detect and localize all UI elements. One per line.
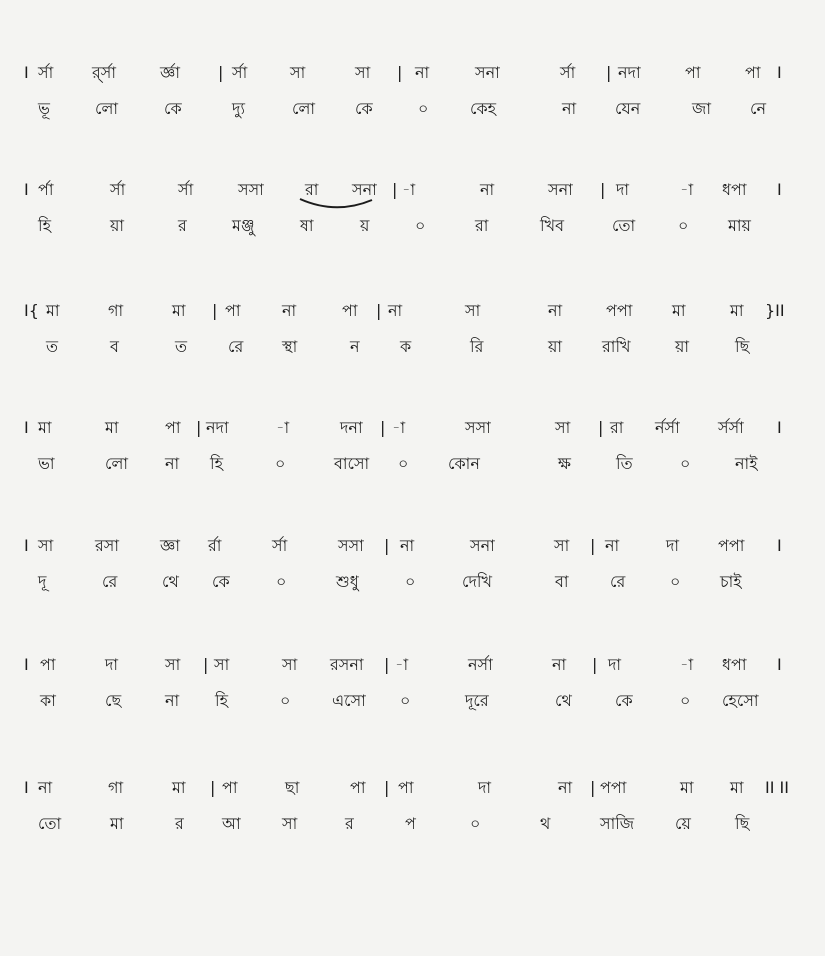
notation-system: [0, 531, 825, 611]
note: দা: [478, 778, 492, 797]
note: পা: [745, 63, 761, 82]
note: মা: [46, 301, 60, 320]
note: না: [415, 63, 430, 82]
lyric-syllable: ০: [400, 691, 411, 710]
lyric-syllable: নাই: [735, 454, 758, 473]
lyric-syllable: ছি: [735, 814, 750, 833]
swara-line: [0, 531, 825, 565]
lyric-syllable: ক: [400, 337, 412, 356]
note: ধপা: [722, 180, 747, 199]
swara-line: [0, 58, 825, 92]
barline: |: [384, 536, 390, 555]
lyric-syllable: ০: [418, 99, 429, 118]
lyric-syllable: আ: [222, 814, 241, 833]
note: সা: [165, 655, 181, 674]
note: রা: [305, 180, 319, 199]
note: পা: [165, 418, 181, 437]
lyric-line: [0, 449, 825, 483]
lyric-syllable: খিব: [540, 216, 564, 235]
lyric-syllable: জা: [692, 99, 711, 118]
lyric-syllable: তো: [38, 814, 62, 833]
lyric-syllable: না: [165, 691, 180, 710]
lyric-syllable: রা: [475, 216, 489, 235]
barline: |: [397, 63, 403, 82]
note: রসা: [95, 536, 120, 555]
lyric-syllable: কোন: [448, 454, 480, 473]
note: সা: [555, 418, 571, 437]
lyric-syllable: রে: [102, 572, 118, 591]
lyric-syllable: বাসো: [334, 454, 370, 473]
barline: |: [212, 301, 218, 320]
note: দা: [105, 655, 119, 674]
final-barline: II II: [765, 778, 789, 797]
lyric-syllable: ষা: [300, 216, 314, 235]
notation-system: [0, 296, 825, 376]
note: র্সা: [560, 63, 576, 82]
lyric-syllable: ০: [678, 216, 689, 235]
note: মা: [730, 301, 744, 320]
lyric-syllable: রে: [610, 572, 626, 591]
lyric-syllable: হি: [210, 454, 223, 473]
note: সনা: [548, 180, 573, 199]
bar-end: I: [777, 180, 782, 199]
note: সা: [290, 63, 306, 82]
note: পা: [225, 301, 241, 320]
lyric-syllable: মা: [110, 814, 124, 833]
lyric-syllable: দেখি: [462, 572, 492, 591]
note: না: [38, 778, 53, 797]
lyric-syllable: ছি: [735, 337, 750, 356]
lyric-syllable: ভা: [38, 454, 55, 473]
note: সসা: [238, 180, 264, 199]
note: না: [548, 301, 563, 320]
bar-start: I: [24, 778, 29, 797]
lyric-syllable: শুধু: [336, 572, 359, 591]
note: সা: [38, 536, 54, 555]
note: র্জ্ঞা: [160, 63, 180, 82]
lyric-syllable: এসো: [332, 691, 366, 710]
note: দা: [616, 180, 630, 199]
lyric-syllable: হেসো: [722, 691, 759, 710]
repeat-end: }II: [765, 301, 785, 320]
lyric-syllable: র: [175, 814, 184, 833]
barline: |: [598, 418, 604, 437]
note: পা: [685, 63, 701, 82]
note: মা: [172, 301, 186, 320]
note: না: [388, 301, 403, 320]
lyric-syllable: ০: [280, 691, 291, 710]
lyric-syllable: ব: [110, 337, 119, 356]
lyric-syllable: রি: [470, 337, 484, 356]
note: র্সা: [272, 536, 288, 555]
notation-system: [0, 58, 825, 138]
bar-end: I: [777, 63, 782, 82]
lyric-syllable: ০: [470, 814, 481, 833]
lyric-syllable: লো: [292, 99, 316, 118]
note: নর্সা: [468, 655, 493, 674]
lyric-syllable: ০: [670, 572, 681, 591]
barline: |: [606, 63, 612, 82]
lyric-syllable: কে: [355, 99, 373, 118]
lyric-line: [0, 567, 825, 601]
swara-line: [0, 773, 825, 807]
lyric-syllable: ছে: [105, 691, 122, 710]
lyric-line: [0, 332, 825, 366]
note: র্রা: [208, 536, 222, 555]
lyric-line: [0, 809, 825, 843]
note: দা: [666, 536, 680, 555]
lyric-syllable: দূ: [38, 572, 47, 591]
lyric-syllable: তি: [616, 454, 633, 473]
note: পপা: [606, 301, 633, 320]
note: দনা: [340, 418, 363, 437]
barline: |: [590, 778, 596, 797]
lyric-syllable: মায়: [728, 216, 751, 235]
bar-start: I: [24, 418, 29, 437]
barline: |: [376, 301, 382, 320]
note: মা: [38, 418, 52, 437]
note: সা: [214, 655, 230, 674]
note: না: [480, 180, 495, 199]
barline: |: [592, 655, 598, 674]
lyric-syllable: ত: [175, 337, 188, 356]
note: না: [605, 536, 620, 555]
lyric-syllable: ০: [680, 454, 691, 473]
lyric-syllable: র: [178, 216, 187, 235]
bar-start: I: [24, 63, 29, 82]
note: গা: [108, 301, 124, 320]
bar-end: I: [777, 418, 782, 437]
note: সা: [465, 301, 481, 320]
note: জ্ঞা: [160, 536, 180, 555]
lyric-syllable: প: [405, 814, 416, 833]
note: পা: [398, 778, 414, 797]
note: দা: [608, 655, 622, 674]
note: মা: [105, 418, 119, 437]
barline: |: [203, 655, 209, 674]
note: -া: [395, 655, 409, 674]
note: -া: [680, 655, 694, 674]
lyric-syllable: রাখি: [602, 337, 631, 356]
note: র্সা: [178, 180, 194, 199]
lyric-line: [0, 94, 825, 128]
lyric-syllable: কেহ: [470, 99, 497, 118]
lyric-syllable: ০: [415, 216, 426, 235]
notation-system: [0, 773, 825, 853]
lyric-syllable: দূরে: [465, 691, 489, 710]
note: র্পা: [38, 180, 54, 199]
note: মা: [680, 778, 694, 797]
lyric-syllable: রে: [228, 337, 244, 356]
note: র্সা: [232, 63, 248, 82]
note: -া: [402, 180, 416, 199]
lyric-syllable: কে: [212, 572, 230, 591]
note: গা: [108, 778, 124, 797]
lyric-syllable: কে: [164, 99, 182, 118]
note: সনা: [352, 180, 377, 199]
note: মা: [672, 301, 686, 320]
bar-start: I: [24, 180, 29, 199]
lyric-syllable: থে: [162, 572, 179, 591]
note: সা: [282, 655, 298, 674]
barline: |: [590, 536, 596, 555]
lyric-line: [0, 686, 825, 720]
note: পা: [350, 778, 366, 797]
notation-system: [0, 650, 825, 730]
barline: |: [218, 63, 224, 82]
lyric-syllable: না: [562, 99, 577, 118]
lyric-syllable: সা: [282, 814, 298, 833]
lyric-syllable: বা: [555, 572, 569, 591]
note: পা: [342, 301, 358, 320]
lyric-syllable: য়: [360, 216, 370, 235]
lyric-syllable: তো: [612, 216, 636, 235]
lyric-syllable: না: [165, 454, 180, 473]
lyric-syllable: থে: [555, 691, 572, 710]
notation-system: [0, 413, 825, 493]
swara-line: [0, 296, 825, 330]
lyric-syllable: চাই: [720, 572, 742, 591]
lyric-syllable: ০: [680, 691, 691, 710]
note: মা: [172, 778, 186, 797]
note: র্নর্সা: [655, 418, 680, 437]
swara-line: [0, 413, 825, 447]
note: মা: [730, 778, 744, 797]
slur-mark: [298, 197, 374, 211]
lyric-syllable: ০: [405, 572, 416, 591]
lyric-syllable: ক্ষ: [558, 454, 571, 473]
note: সনা: [470, 536, 495, 555]
note: র্সা: [38, 63, 54, 82]
note: সসা: [465, 418, 491, 437]
note: রা: [610, 418, 624, 437]
note: পপা: [718, 536, 745, 555]
barline: |: [196, 418, 202, 437]
swara-line: [0, 650, 825, 684]
barline: |: [380, 418, 386, 437]
lyric-syllable: নে: [750, 99, 767, 118]
note: না: [558, 778, 573, 797]
note: ছা: [285, 778, 300, 797]
note: রসনা: [330, 655, 364, 674]
lyric-syllable: যেন: [615, 99, 641, 118]
lyric-syllable: দ্যু: [232, 99, 246, 118]
lyric-syllable: ন: [350, 337, 360, 356]
lyric-syllable: ০: [275, 454, 286, 473]
lyric-syllable: হি: [38, 216, 51, 235]
note: না: [552, 655, 567, 674]
note: র্র্সা: [92, 63, 117, 82]
bar-end: I: [777, 655, 782, 674]
note: সসা: [338, 536, 364, 555]
lyric-syllable: ০: [398, 454, 409, 473]
note: র্সা: [110, 180, 126, 199]
note: পপা: [600, 778, 627, 797]
note: নদা: [618, 63, 641, 82]
lyric-syllable: মঞ্জু: [232, 216, 255, 235]
barline: |: [392, 180, 398, 199]
note: পা: [40, 655, 56, 674]
note: না: [400, 536, 415, 555]
note: সনা: [475, 63, 500, 82]
lyric-syllable: য়া: [548, 337, 563, 356]
bar-end: I: [777, 536, 782, 555]
note: ধপা: [722, 655, 747, 674]
note: -া: [276, 418, 290, 437]
lyric-syllable: ত: [46, 337, 59, 356]
note: -া: [392, 418, 406, 437]
repeat-start: I{: [24, 301, 39, 320]
lyric-syllable: হি: [215, 691, 228, 710]
note: সা: [554, 536, 570, 555]
lyric-syllable: স্থা: [282, 337, 298, 356]
note: র্সর্সা: [718, 418, 744, 437]
lyric-syllable: য়া: [110, 216, 125, 235]
lyric-syllable: য়ে: [675, 814, 691, 833]
bar-start: I: [24, 655, 29, 674]
note: নদা: [206, 418, 229, 437]
lyric-syllable: কা: [40, 691, 56, 710]
bar-start: I: [24, 536, 29, 555]
swara-line: [0, 175, 825, 209]
lyric-syllable: র: [345, 814, 354, 833]
note: না: [282, 301, 297, 320]
lyric-syllable: কে: [615, 691, 633, 710]
note: পা: [222, 778, 238, 797]
note: সা: [355, 63, 371, 82]
lyric-syllable: ভূ: [38, 99, 50, 118]
note: -া: [680, 180, 694, 199]
barline: |: [210, 778, 216, 797]
barline: |: [600, 180, 606, 199]
lyric-syllable: ০: [276, 572, 287, 591]
lyric-syllable: থ: [540, 814, 551, 833]
barline: |: [384, 778, 390, 797]
lyric-syllable: সাজি: [600, 814, 635, 833]
lyric-line: [0, 211, 825, 245]
barline: |: [384, 655, 390, 674]
lyric-syllable: য়া: [675, 337, 690, 356]
notation-system: [0, 175, 825, 255]
lyric-syllable: লো: [95, 99, 119, 118]
lyric-syllable: লো: [105, 454, 129, 473]
